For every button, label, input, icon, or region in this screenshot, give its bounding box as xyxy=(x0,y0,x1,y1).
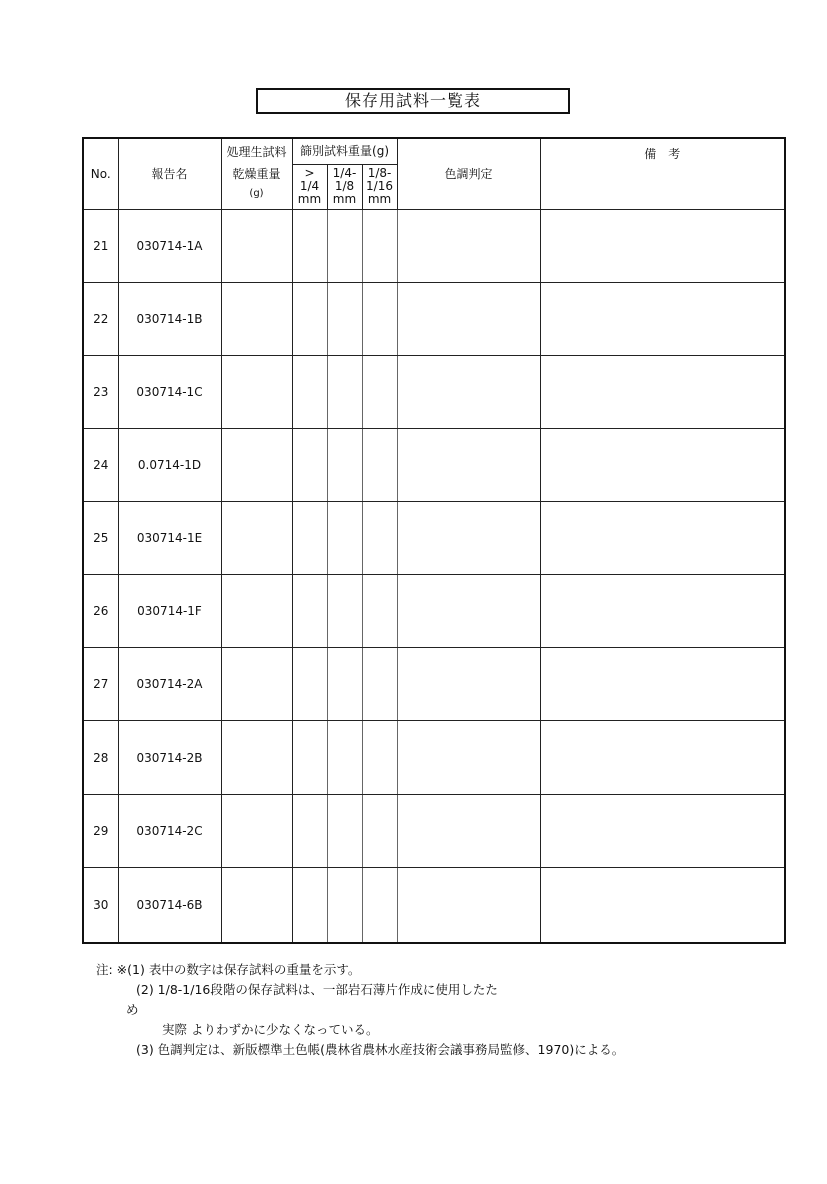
cell-sieve-1 xyxy=(292,502,327,575)
table-row xyxy=(83,502,785,575)
cell-dry-weight xyxy=(221,209,292,282)
cell-remarks xyxy=(540,575,785,648)
header-sieve1-line2: 1/4 xyxy=(299,179,320,193)
header-dry-weight-unit: (g) xyxy=(249,188,264,199)
row-report-name: 030714-2C xyxy=(118,794,221,867)
note-3: (3) 色調判定は、新版標準土色帳(農林省農林水産技術会議事務局監修、1970)による。 xyxy=(136,1042,625,1057)
cell-sieve-3 xyxy=(362,575,397,648)
row-no: 23 xyxy=(83,355,118,428)
cell-color xyxy=(397,209,540,282)
cell-remarks xyxy=(540,867,785,943)
table-row xyxy=(83,648,785,721)
cell-sieve-1 xyxy=(292,721,327,794)
cell-dry-weight xyxy=(221,721,292,794)
row-report-name: 030714-1E xyxy=(118,502,221,575)
cell-sieve-1 xyxy=(292,867,327,943)
row-no: 27 xyxy=(83,648,118,721)
cell-sieve-1 xyxy=(292,282,327,355)
note-2-continued: め xyxy=(126,1002,139,1017)
header-sieve1-line1: > xyxy=(304,166,315,180)
cell-color xyxy=(397,794,540,867)
cell-sieve-3 xyxy=(362,867,397,943)
row-report-name: 030714-1A xyxy=(118,209,221,282)
cell-remarks xyxy=(540,209,785,282)
cell-sieve-1 xyxy=(292,355,327,428)
cell-color xyxy=(397,721,540,794)
cell-dry-weight xyxy=(221,794,292,867)
row-no: 25 xyxy=(83,502,118,575)
table-row xyxy=(83,575,785,648)
page-title: 保存用試料一覧表 xyxy=(256,88,570,114)
row-report-name: 030714-1B xyxy=(118,282,221,355)
header-sieve3-line3: mm xyxy=(367,192,392,206)
header-remarks: 備 考 xyxy=(540,138,785,209)
header-sieve-eighth-sixteenth xyxy=(362,164,397,209)
header-dry-weight-line2: 乾燥重量 xyxy=(232,167,281,181)
table-row xyxy=(83,282,785,355)
cell-sieve-1 xyxy=(292,648,327,721)
header-sieve-over-quarter xyxy=(292,164,327,209)
cell-sieve-2 xyxy=(327,648,362,721)
row-no: 26 xyxy=(83,575,118,648)
cell-sieve-3 xyxy=(362,282,397,355)
table-row xyxy=(83,867,785,943)
header-sieve2-line2: 1/8 xyxy=(334,179,355,193)
header-dry-weight-line1: 処理生試料 xyxy=(226,145,287,159)
note-2-line2: 実際 よりわずかに少なくなっている。 xyxy=(162,1022,379,1037)
cell-sieve-2 xyxy=(327,428,362,501)
table-row xyxy=(83,794,785,867)
header-sieve-quarter-eighth xyxy=(327,164,362,209)
row-report-name: 030714-1F xyxy=(118,575,221,648)
cell-sieve-2 xyxy=(327,721,362,794)
cell-color xyxy=(397,428,540,501)
cell-sieve-1 xyxy=(292,794,327,867)
row-no: 21 xyxy=(83,209,118,282)
header-no: No. xyxy=(83,138,118,209)
cell-remarks xyxy=(540,648,785,721)
cell-dry-weight xyxy=(221,648,292,721)
cell-color xyxy=(397,575,540,648)
header-sieve-weight: 篩別試料重量(g) xyxy=(292,138,397,164)
cell-sieve-1 xyxy=(292,209,327,282)
cell-sieve-3 xyxy=(362,355,397,428)
cell-remarks xyxy=(540,282,785,355)
table-row xyxy=(83,721,785,794)
table-row xyxy=(83,209,785,282)
cell-sieve-3 xyxy=(362,502,397,575)
row-report-name: 030714-1C xyxy=(118,355,221,428)
cell-dry-weight xyxy=(221,355,292,428)
cell-sieve-2 xyxy=(327,209,362,282)
row-report-name: 030714-6B xyxy=(118,867,221,943)
cell-dry-weight xyxy=(221,575,292,648)
cell-sieve-2 xyxy=(327,867,362,943)
header-sieve2-line1: 1/4- xyxy=(332,166,357,180)
cell-color xyxy=(397,648,540,721)
row-no: 29 xyxy=(83,794,118,867)
table-row xyxy=(83,355,785,428)
row-report-name: 030714-2B xyxy=(118,721,221,794)
header-color-judgement: 色調判定 xyxy=(397,138,540,209)
cell-sieve-1 xyxy=(292,575,327,648)
cell-sieve-1 xyxy=(292,428,327,501)
cell-remarks xyxy=(540,794,785,867)
cell-dry-weight xyxy=(221,428,292,501)
row-no: 28 xyxy=(83,721,118,794)
row-report-name: 030714-2A xyxy=(118,648,221,721)
sample-table xyxy=(82,137,786,944)
cell-sieve-3 xyxy=(362,428,397,501)
cell-sieve-2 xyxy=(327,575,362,648)
cell-sieve-3 xyxy=(362,721,397,794)
cell-sieve-2 xyxy=(327,355,362,428)
table-row xyxy=(83,428,785,501)
cell-sieve-2 xyxy=(327,502,362,575)
cell-sieve-3 xyxy=(362,648,397,721)
cell-remarks xyxy=(540,502,785,575)
row-no: 22 xyxy=(83,282,118,355)
cell-dry-weight xyxy=(221,502,292,575)
row-no: 30 xyxy=(83,867,118,943)
header-sieve2-line3: mm xyxy=(332,192,357,206)
cell-sieve-2 xyxy=(327,794,362,867)
cell-color xyxy=(397,502,540,575)
header-sieve3-line2: 1/16 xyxy=(366,179,393,193)
note-1: 注: ※(1) 表中の数字は保存試料の重量を示す。 xyxy=(96,962,361,977)
cell-sieve-3 xyxy=(362,209,397,282)
cell-color xyxy=(397,867,540,943)
cell-dry-weight xyxy=(221,282,292,355)
header-report-name: 報告名 xyxy=(118,138,221,209)
row-report-name: 0.0714-1D xyxy=(118,428,221,501)
cell-remarks xyxy=(540,428,785,501)
cell-remarks xyxy=(540,355,785,428)
row-no: 24 xyxy=(83,428,118,501)
cell-sieve-2 xyxy=(327,282,362,355)
header-sieve3-line1: 1/8- xyxy=(367,166,392,180)
cell-color xyxy=(397,282,540,355)
notes xyxy=(96,960,796,1060)
cell-color xyxy=(397,355,540,428)
header-dry-weight xyxy=(221,138,292,209)
cell-sieve-3 xyxy=(362,794,397,867)
cell-remarks xyxy=(540,721,785,794)
note-2: (2) 1/8-1/16段階の保存試料は、一部岩石薄片作成に使用したた xyxy=(136,982,498,997)
cell-dry-weight xyxy=(221,867,292,943)
header-sieve1-line3: mm xyxy=(297,192,322,206)
